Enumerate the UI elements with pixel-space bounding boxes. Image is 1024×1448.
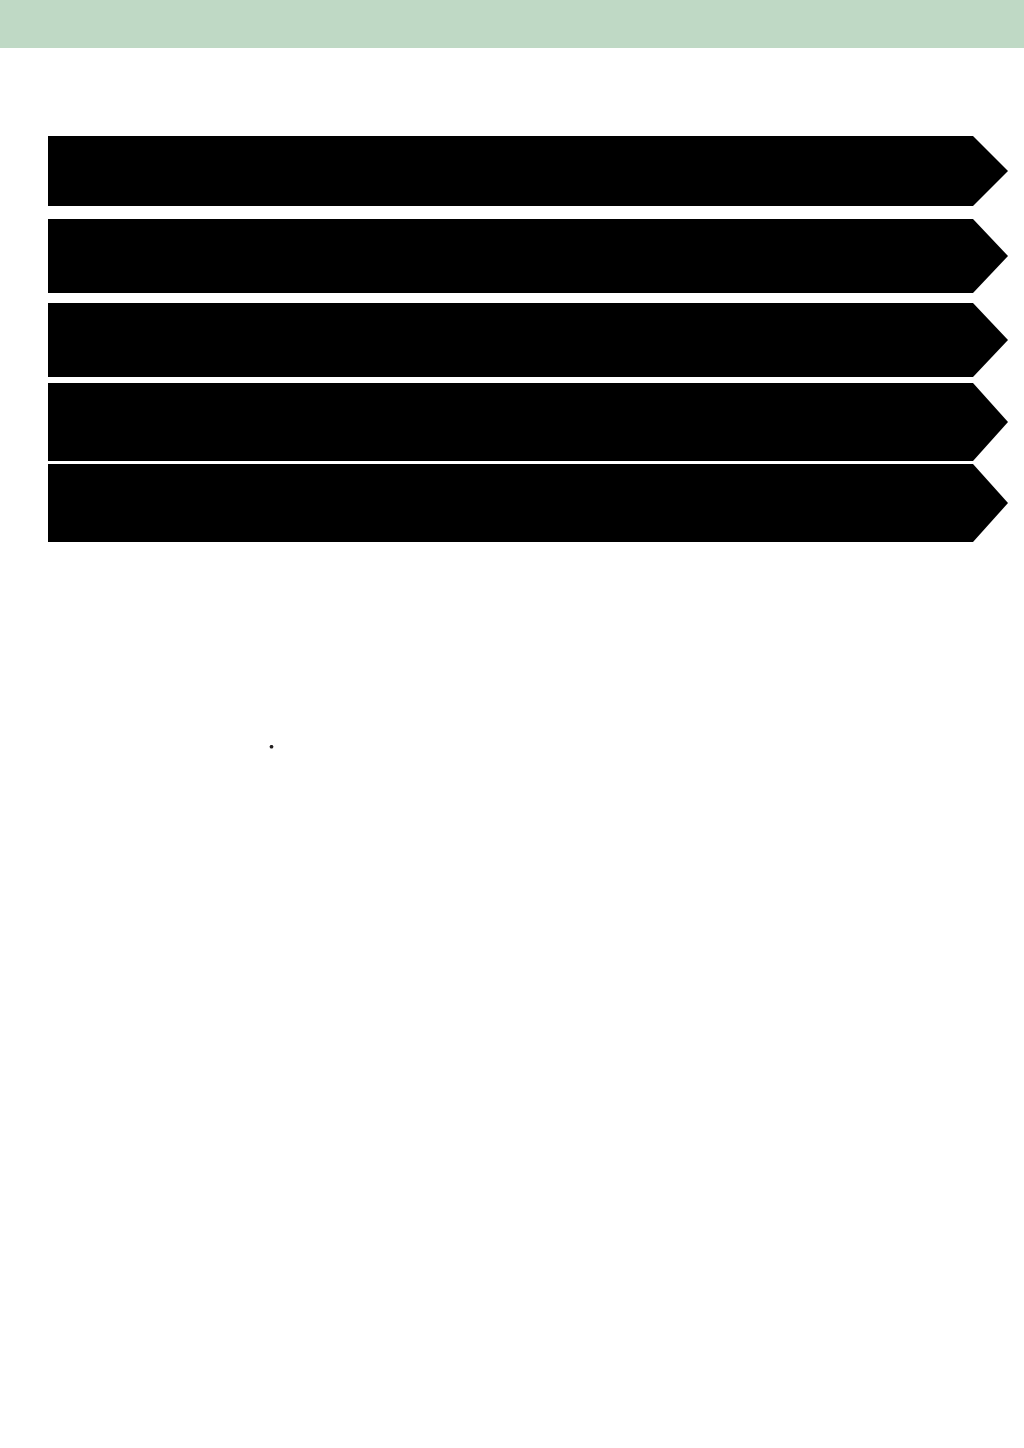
band-technisch — [48, 303, 1008, 373]
page-header — [0, 0, 1024, 48]
band-arrow-shape — [48, 219, 1008, 293]
band-arrow-shape — [48, 136, 1008, 206]
band-ernaehrung — [48, 464, 1008, 534]
timeline-figure — [0, 100, 1024, 660]
band-arrow-shape — [48, 303, 1008, 377]
band-wirtschaftlich — [48, 219, 1008, 289]
page-footer — [48, 1413, 72, 1425]
band-lebensmittel — [48, 383, 1008, 453]
band-arrow-shape — [48, 464, 1008, 542]
generation-end-dot-f3 — [0, 100, 14, 114]
band-arrow-shape — [48, 383, 1008, 461]
band-politisch — [48, 136, 1008, 206]
